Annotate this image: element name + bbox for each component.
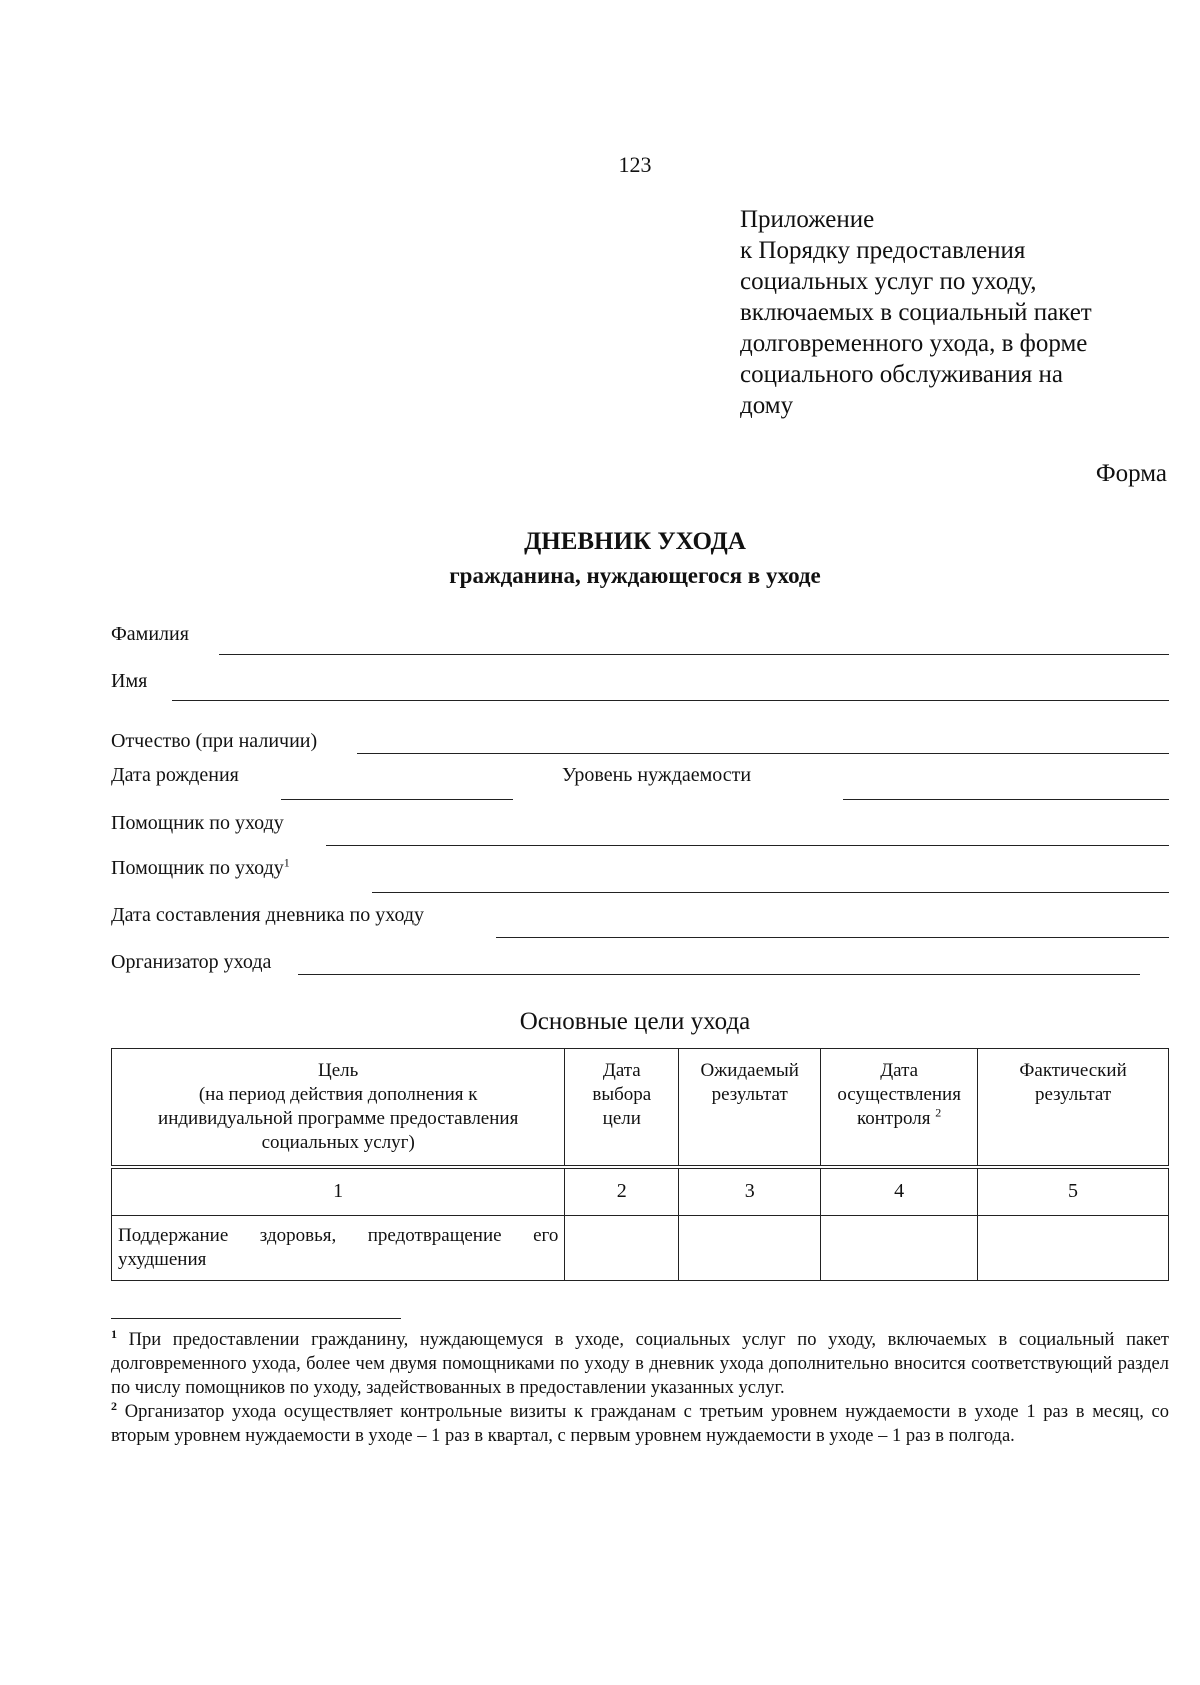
footnote-divider — [111, 1318, 401, 1319]
surname-field[interactable] — [219, 654, 1169, 655]
assistant-label: Помощник по уходу — [111, 812, 284, 834]
header-control-date-line: Дата — [880, 1060, 919, 1081]
column-number: 4 — [821, 1167, 978, 1216]
header-control-date-line — [825, 1107, 973, 1131]
compile-date-label: Дата составления дневника по уходу — [111, 904, 425, 926]
name-label: Имя — [111, 670, 148, 692]
column-number-row — [112, 1167, 1169, 1216]
header-goal — [112, 1049, 565, 1168]
page-number: 123 — [618, 152, 652, 177]
name-field[interactable] — [172, 700, 1169, 701]
appendix-line: социальных услуг по уходу, — [740, 268, 1037, 295]
assistant-2-label-text: Помощник по уходу — [111, 857, 284, 879]
header-date-choice-line: выбора — [592, 1084, 652, 1105]
footnote-1-text: При предоставлении гражданину, нуждающемуся в уходе, социальных услуг по уходу, включаемых в социальный пакет долговременного ухода, более чем двумя помощниками по уходу в дневник ухода дополнительно вносится соответствующий раздел по числу помощников по уходу, задействованных в предоставлении указанных услуг. — [111, 1330, 1170, 1398]
assistant-2-label — [111, 857, 290, 880]
header-goal-line: (на период действия дополнения к — [198, 1084, 478, 1105]
document-title: ДНЕВНИК УХОДА — [524, 528, 746, 555]
control-date-cell[interactable] — [821, 1216, 978, 1281]
column-number: 5 — [978, 1167, 1169, 1216]
header-control-date-text: контроля — [857, 1108, 931, 1129]
table-header-row — [112, 1049, 1169, 1168]
birth-date-field[interactable] — [281, 799, 513, 800]
appendix-block — [740, 204, 1180, 421]
date-choice-cell[interactable] — [565, 1216, 679, 1281]
header-control-date — [821, 1049, 978, 1168]
compile-date-field[interactable] — [496, 937, 1169, 938]
footnote-2-mark: 2 — [111, 1398, 117, 1413]
header-expected-line: Ожидаемый — [700, 1060, 799, 1081]
assistant-field[interactable] — [326, 845, 1169, 846]
header-expected-line: результат — [711, 1084, 788, 1105]
footnotes — [111, 1328, 1169, 1448]
header-goal-line: социальных услуг) — [261, 1132, 415, 1153]
footnote-ref-2: 2 — [935, 1105, 942, 1120]
footnote-ref-1: 1 — [283, 855, 290, 870]
document-subtitle: гражданина, нуждающегося в уходе — [449, 563, 821, 588]
footnote-2 — [111, 1400, 1169, 1448]
column-number: 3 — [679, 1167, 821, 1216]
appendix-line: дому — [740, 392, 794, 419]
header-actual-line: Фактический — [1019, 1060, 1127, 1081]
appendix-line: Приложение — [740, 206, 875, 233]
form-label: Форма — [1095, 460, 1167, 487]
assistant-2-field[interactable] — [372, 892, 1169, 893]
header-actual-line: результат — [1034, 1084, 1112, 1105]
table-row — [112, 1216, 1169, 1281]
goal-cell: Поддержание здоровья, предотвращение его ухудшения — [112, 1216, 565, 1281]
expected-result-cell[interactable] — [679, 1216, 821, 1281]
header-goal-line: индивидуальной программе предоставления — [158, 1108, 519, 1129]
column-number: 2 — [565, 1167, 679, 1216]
footnote-1-mark: 1 — [111, 1326, 117, 1341]
appendix-line: долговременного ухода, в форме — [740, 330, 1088, 357]
header-goal-line: Цель — [318, 1060, 359, 1081]
actual-result-cell[interactable] — [978, 1216, 1169, 1281]
column-number: 1 — [112, 1167, 565, 1216]
header-control-date-line: осуществления — [837, 1084, 961, 1105]
header-expected — [679, 1049, 821, 1168]
header-date-choice-line: цели — [602, 1108, 641, 1129]
section-title: Основные цели ухода — [519, 1008, 751, 1035]
footnote-2-text: Организатор ухода осуществляет контрольные визиты к гражданам с третьим уровнем нуждаемости в уходе 1 раз в месяц, со вторым уровнем нуждаемости в уходе – 1 раз в квартал, с первым уровнем нуждаемости в уходе – 1 раз в полгода. — [111, 1402, 1170, 1446]
header-actual — [978, 1049, 1169, 1168]
surname-label: Фамилия — [111, 623, 189, 645]
header-date-choice-line: Дата — [602, 1060, 641, 1081]
appendix-line: к Порядку предоставления — [740, 237, 1026, 264]
appendix-line: включаемых в социальный пакет — [740, 299, 1092, 326]
patronymic-field[interactable] — [357, 753, 1169, 754]
organizer-field[interactable] — [298, 974, 1140, 975]
need-level-field[interactable] — [843, 799, 1169, 800]
organizer-label: Организатор ухода — [111, 951, 272, 973]
birth-date-label: Дата рождения — [111, 764, 239, 786]
patronymic-label: Отчество (при наличии) — [111, 730, 318, 752]
appendix-line: социального обслуживания на — [740, 361, 1063, 388]
need-level-label: Уровень нуждаемости — [562, 764, 752, 786]
goals-table — [111, 1048, 1169, 1281]
header-date-choice — [565, 1049, 679, 1168]
footnote-1 — [111, 1328, 1169, 1400]
